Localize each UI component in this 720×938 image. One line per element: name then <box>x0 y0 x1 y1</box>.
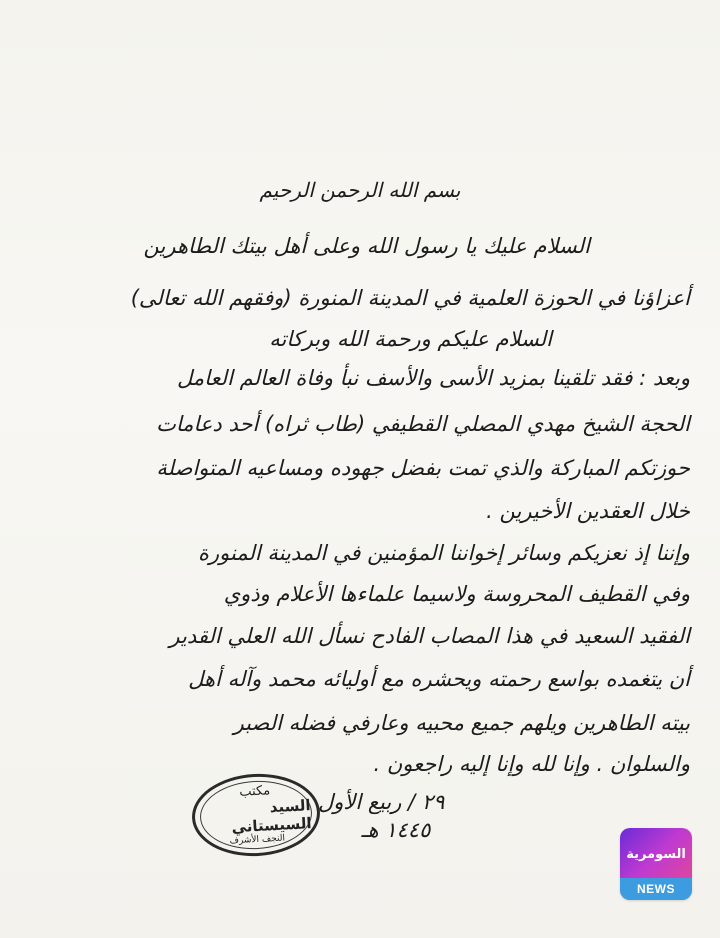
stamp-name-text: السيد السيستاني <box>231 795 312 836</box>
stamp-top-text: مكتب <box>238 782 271 800</box>
letter-line: وإننا إذ نعزيكم وسائر إخواننا المؤمنين في المدينة المنورة <box>198 541 690 565</box>
letter-line: السلام عليكم ورحمة الله وبركاته <box>269 327 552 351</box>
stamp-bottom-text: النجف الأشرف <box>229 833 286 846</box>
letter-line: حوزتكم المباركة والذي تمت بفضل جهوده ومساعيه المتواصلة <box>156 456 690 480</box>
letter-line: بيته الطاهرين ويلهم جميع محبيه وعارفي فضله الصبر <box>233 711 690 735</box>
letter-line: وفي القطيف المحروسة ولاسيما علماءها الأعلام وذوي <box>223 582 690 606</box>
letter-line: والسلوان . وإنا لله وإنا إليه راجعون . <box>373 752 690 776</box>
news-logo <box>620 828 692 900</box>
basmala-heading: بسم الله الرحمن الرحيم <box>259 178 461 202</box>
letter-line: الفقيد السعيد في هذا المصاب الفادح نسأل الله العلي القدير <box>169 624 690 648</box>
letter-line: الحجة الشيخ مهدي المصلي القطيفي (طاب ثراه) أحد دعامات <box>156 412 690 436</box>
letter-line: وبعد : فقد تلقينا بمزيد الأسى والأسف نبأ وفاة العالم العامل <box>177 366 690 390</box>
stamp-inner-ring <box>198 778 313 852</box>
date-year: ١٤٤٥ هـ <box>361 818 431 842</box>
greeting-line: السلام عليك يا رسول الله وعلى أهل بيتك الطاهرين <box>143 234 590 258</box>
letter-date <box>318 790 444 842</box>
letter-line: أن يتغمده بواسع رحمته ويحشره مع أوليائه محمد وآله أهل <box>188 667 690 691</box>
letter-line: أعزاؤنا في الحوزة العلمية في المدينة المنورة (وفقهم الله تعالى) <box>130 286 690 310</box>
date-day-month: ٢٩ / ربيع الأول <box>318 790 445 814</box>
logo-news-caption: NEWS <box>620 878 692 900</box>
logo-wordmark: السومرية <box>626 847 686 862</box>
letter-line: خلال العقدين الأخيرين . <box>486 499 690 523</box>
